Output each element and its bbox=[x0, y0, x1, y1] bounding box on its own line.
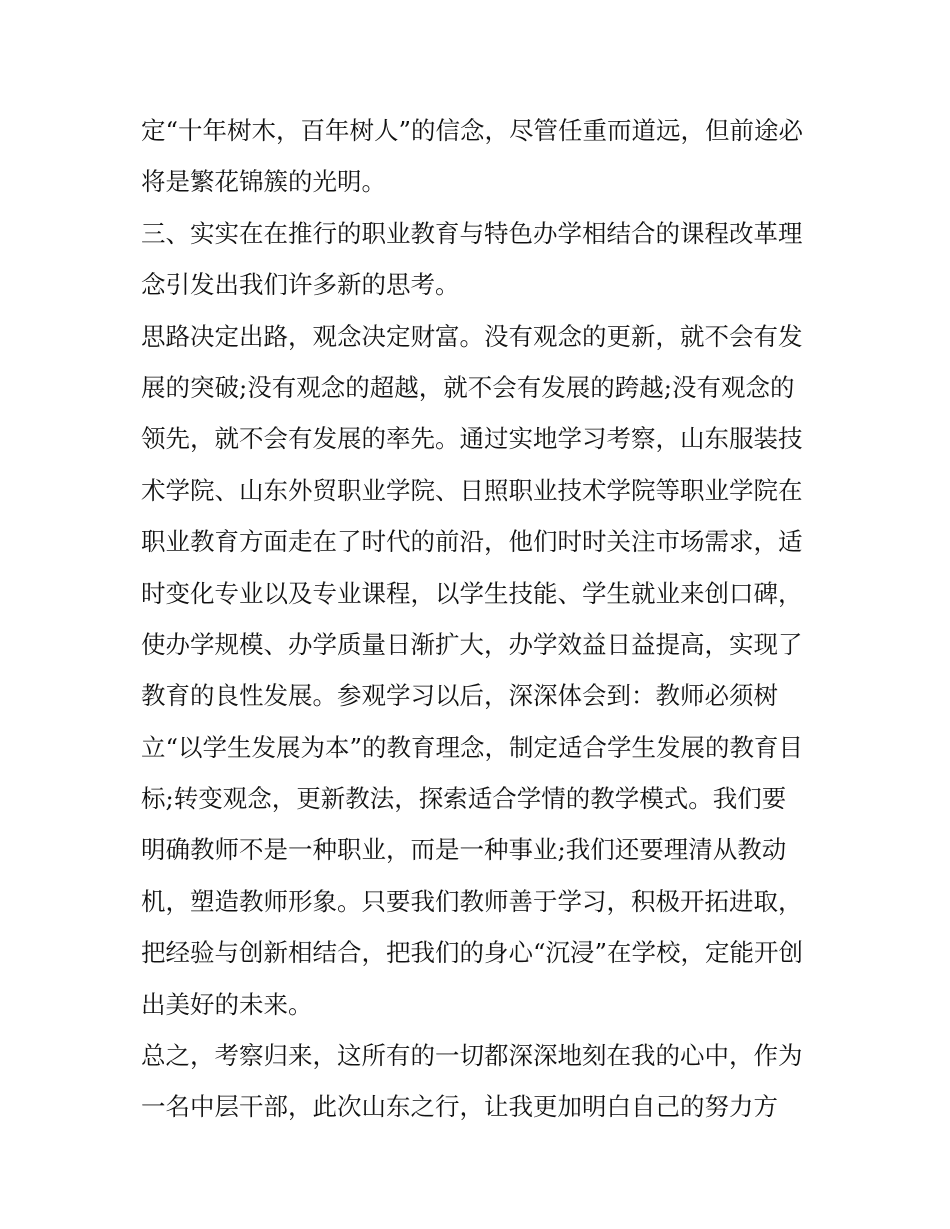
text-line: 定“十年树木，百年树人”的信念，尽管任重而道远，但前途必 bbox=[141, 116, 804, 145]
text-line: 机，塑造教师形象。只要我们教师善于学习，积极开拓进取， bbox=[141, 886, 803, 916]
text-line: 职业教育方面走在了时代的前沿，他们时时关注市场需求，适 bbox=[141, 527, 803, 557]
section-heading-line: 三、实实在在推行的职业教育与特色办学相结合的课程改革理 bbox=[141, 218, 803, 248]
text-line: 立“以学生发展为本”的教育理念，制定适合学生发展的教育目 bbox=[141, 732, 804, 762]
text-line: 一名中层干部，此次山东之行，让我更加明白自己的努力方 bbox=[141, 1092, 778, 1122]
text-line: 明确教师不是一种职业，而是一种事业;我们还要理清从教动 bbox=[141, 835, 787, 865]
text-line: 思路决定出路，观念决定财富。没有观念的更新，就不会有发 bbox=[141, 321, 803, 351]
section-heading-line: 念引发出我们许多新的思考。 bbox=[141, 270, 460, 300]
text-line: 将是繁花锦簇的光明。 bbox=[141, 167, 386, 197]
text-line: 总之，考察归来，这所有的一切都深深地刻在我的心中，作为 bbox=[141, 1041, 803, 1071]
text-line: 展的突破;没有观念的超越，就不会有发展的跨越;没有观念的 bbox=[141, 372, 795, 402]
text-line: 使办学规模、办学质量日渐扩大，办学效益日益提高，实现了 bbox=[141, 629, 803, 659]
text-line: 术学院、山东外贸职业学院、日照职业技术学院等职业学院在 bbox=[141, 475, 803, 505]
text-line: 教育的良性发展。参观学习以后，深深体会到：教师必须树 bbox=[141, 681, 778, 711]
text-line: 出美好的未来。 bbox=[141, 989, 313, 1019]
text-line: 时变化专业以及专业课程，以学生技能、学生就业来创口碑， bbox=[141, 578, 803, 608]
body-text bbox=[141, 105, 821, 1133]
text-line: 领先，就不会有发展的率先。通过实地学习考察，山东服装技 bbox=[141, 424, 803, 454]
text-line: 标;转变观念，更新教法，探索适合学情的教学模式。我们要 bbox=[141, 784, 787, 814]
text-line: 把经验与创新相结合，把我们的身心“沉浸”在学校，定能开创 bbox=[141, 938, 804, 968]
